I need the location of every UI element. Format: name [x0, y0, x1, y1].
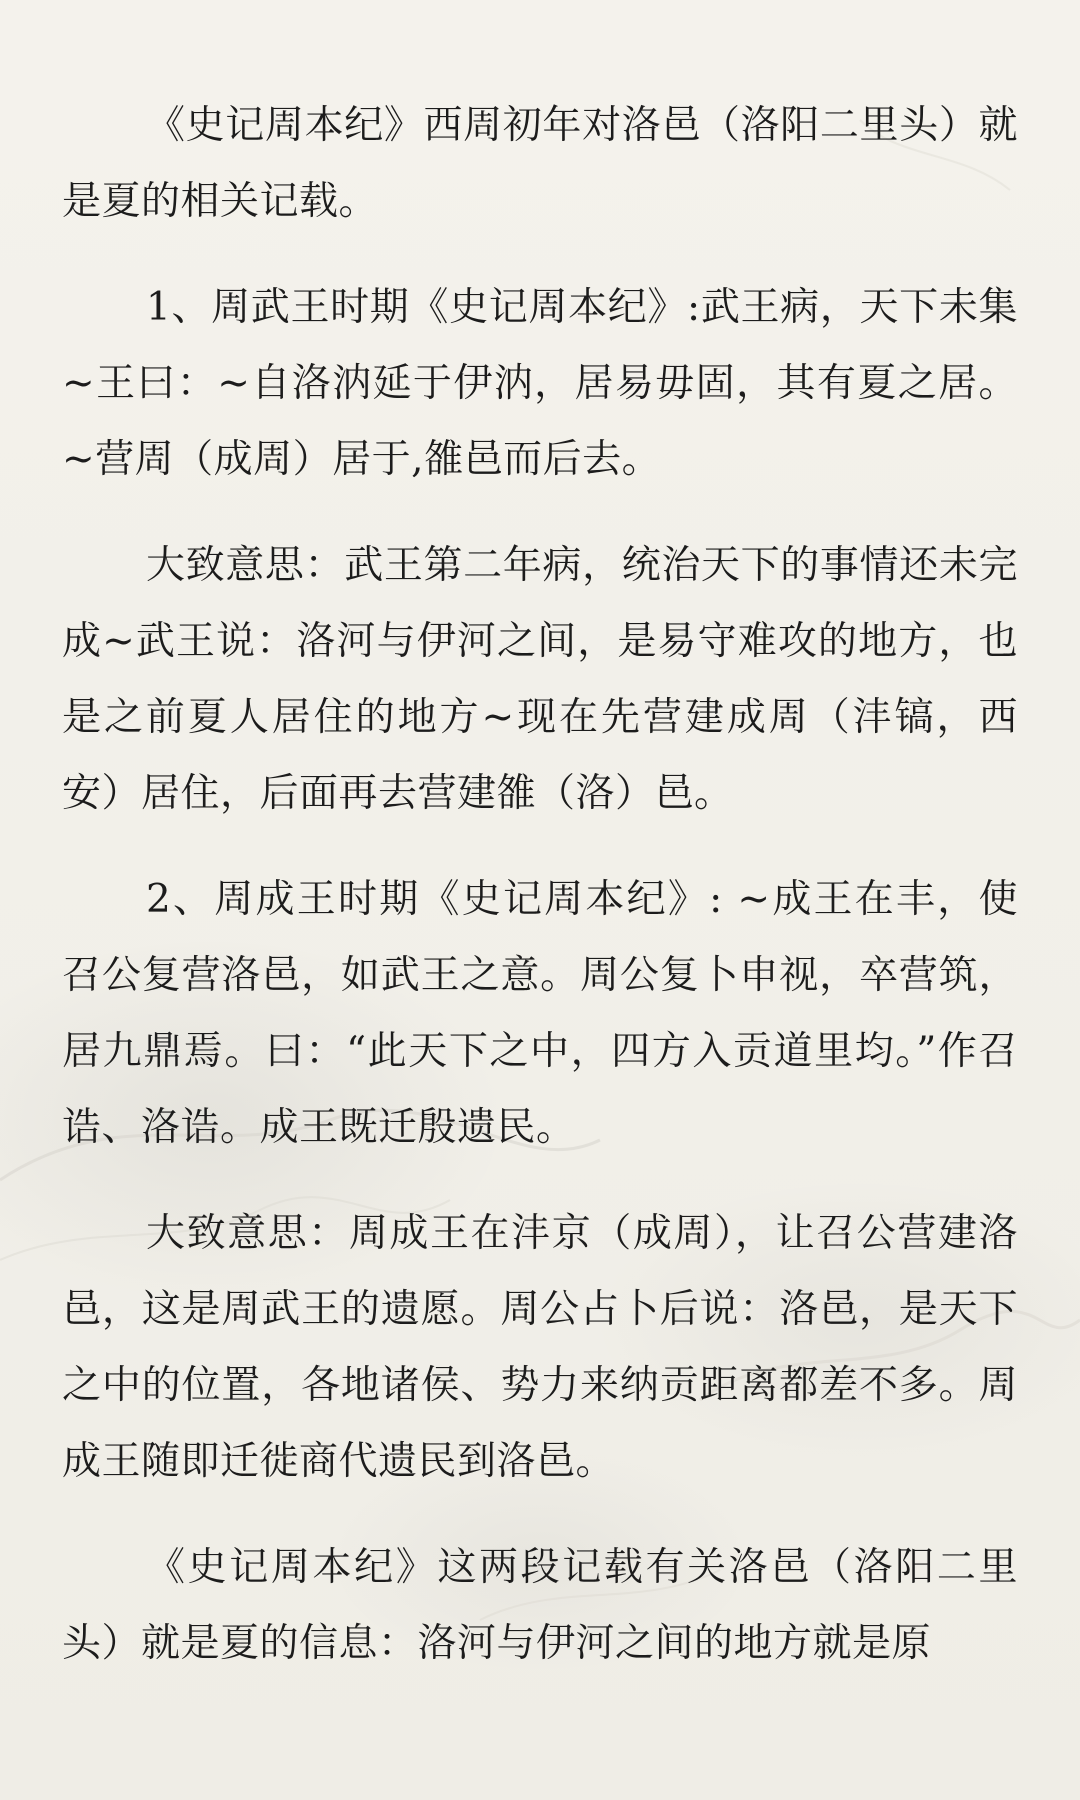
- paragraph-wuwang-quote: 1、周武王时期《史记周本纪》:武王病，天下未集~王曰：~自洛汭延于伊汭，居易毋固，其有夏之居。~营周（成周）居于,雒邑而后去。: [62, 285, 1018, 482]
- paragraph-intro: 《史记周本纪》西周初年对洛邑（洛阳二里头）就是夏的相关记载。: [62, 103, 1018, 224]
- paragraph-conclusion: 《史记周本纪》这两段记载有关洛邑（洛阳二里头）就是夏的信息：洛河与伊河之间的地方就是原: [62, 1545, 1018, 1666]
- article-body: [62, 88, 1018, 1712]
- paragraph-chengwang-quote: 2、周成王时期《史记周本纪》: ~成王在丰，使召公复营洛邑，如武王之意。周公复卜申视，卒营筑，居九鼎焉。曰：“此天下之中，四方入贡道里均。”作召诰、洛诰。成王既迁殷遗民。: [62, 877, 1018, 1150]
- paragraph-wuwang-meaning: 大致意思：武王第二年病，统治天下的事情还未完成~武王说：洛河与伊河之间，是易守难攻的地方，也是之前夏人居住的地方~现在先营建成周（沣镐，西安）居住，后面再去营建雒（洛）邑。: [62, 543, 1018, 816]
- paragraph-chengwang-meaning: 大致意思：周成王在沣京（成周），让召公营建洛邑，这是周武王的遗愿。周公占卜后说：洛邑，是天下之中的位置，各地诸侯、势力来纳贡距离都差不多。周成王随即迁徙商代遗民到洛邑。: [62, 1211, 1018, 1484]
